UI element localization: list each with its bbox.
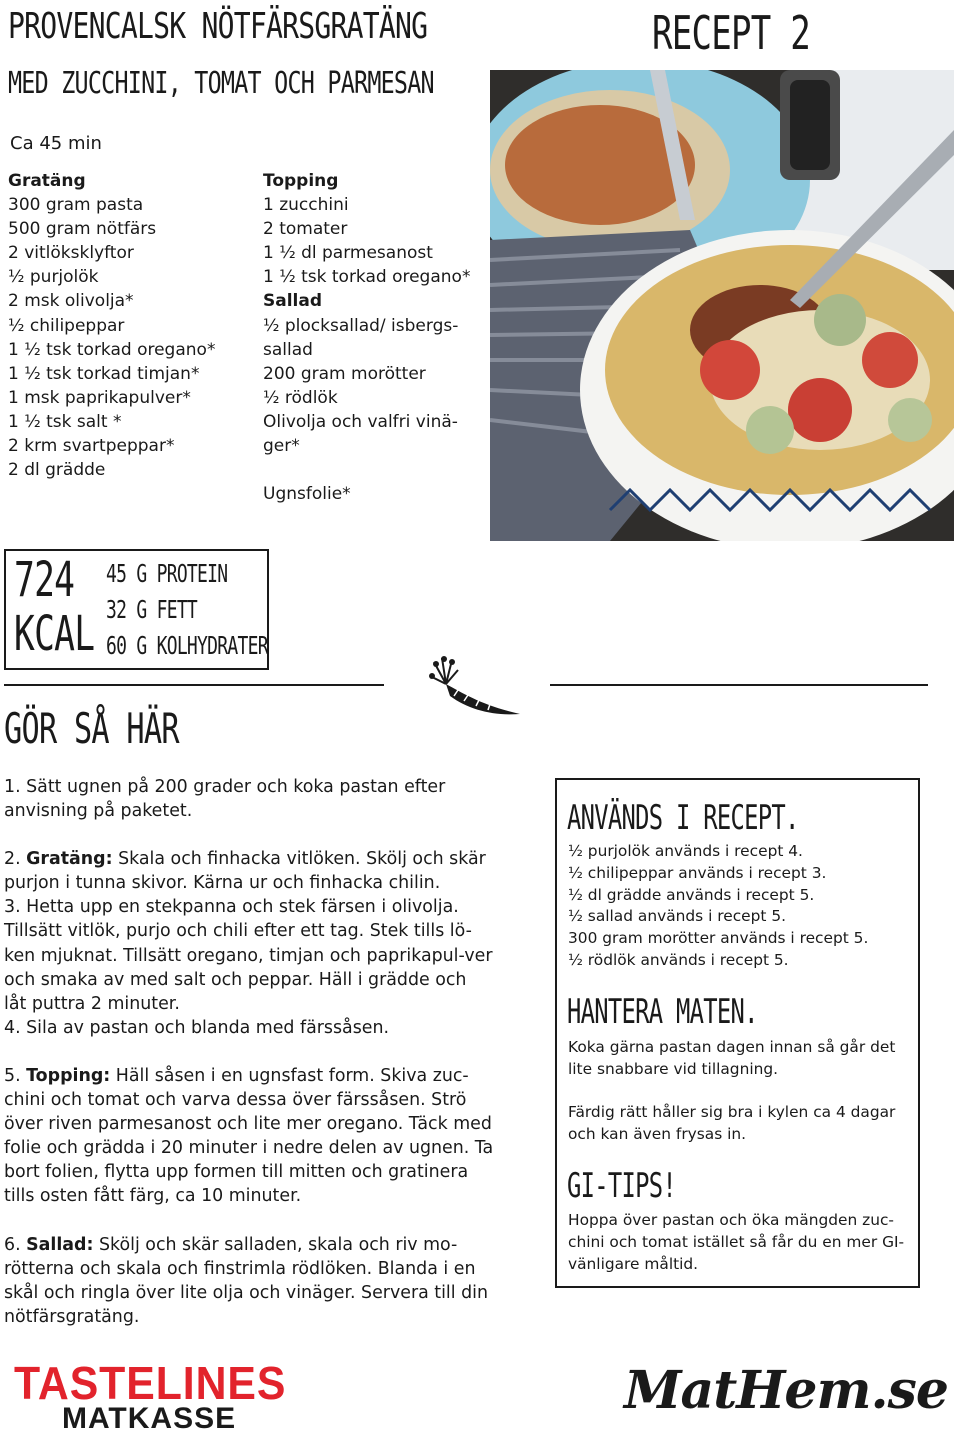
info-box <box>555 778 920 1288</box>
macro-kolhydrater: 60 G KOLHYDRATER <box>106 631 268 660</box>
ingredient-item: 1 ½ tsk torkad oregano* <box>263 267 471 288</box>
cooking-time: Ca 45 min <box>10 133 102 154</box>
used-in-heading: ANVÄNDS I RECEPT. <box>567 798 799 838</box>
tastelines-logo <box>14 1356 314 1438</box>
ingredient-item: 200 gram morötter <box>263 363 426 384</box>
step-number: 2. <box>4 849 27 870</box>
used-in-item: ½ rödlök används i recept 5. <box>568 950 789 969</box>
used-in-item: ½ sallad används i recept 5. <box>568 907 787 926</box>
step-6 <box>4 1233 494 1329</box>
ingredient-item: 2 tomater <box>263 219 348 240</box>
ingredient-item: 1 ½ tsk torkad timjan* <box>8 363 200 384</box>
step-number: 6. <box>4 1234 27 1255</box>
ingredient-item: 300 gram pasta <box>8 195 144 216</box>
divider-left <box>4 684 384 686</box>
handle-food-text-1: Koka gärna pastan dagen innan så går det lite snabbare vid tillagning. <box>568 1038 896 1078</box>
used-in-list <box>568 841 913 972</box>
handle-food-heading: HANTERA MATEN. <box>567 992 758 1032</box>
ingredient-heading: Sallad <box>263 291 323 312</box>
steps-text <box>4 775 494 1329</box>
ingredient-item: 2 krm svartpeppar* <box>8 436 175 457</box>
ingredient-item: Ugnsfolie* <box>263 484 351 505</box>
ingredient-item: sallad <box>263 339 313 360</box>
ingredient-item: Olivolja och valfri vinä- <box>263 411 458 432</box>
ingredient-heading: Gratäng <box>8 171 86 191</box>
kcal-value: 724 <box>14 552 75 608</box>
mathem-logo <box>624 1360 956 1430</box>
ingredient-item: 1 zucchini <box>263 195 349 216</box>
ingredient-item: ½ purjolök <box>8 267 99 288</box>
macro-protein: 45 G PROTEIN <box>106 559 228 588</box>
ingredient-item: 2 msk olivolja* <box>8 291 134 312</box>
ingredient-list-gratang <box>8 169 248 482</box>
used-in-item: ½ purjolök används i recept 4. <box>568 842 803 860</box>
used-in-item: ½ dl grädde används i recept 5. <box>568 885 815 904</box>
step-1: 1. Sätt ugnen på 200 grader och koka pastan efter anvisning på paketet. <box>4 777 446 822</box>
kcal-unit: KCAL <box>14 606 95 662</box>
carrot-icon <box>424 654 524 724</box>
ingredient-item: 1 msk paprikapulver* <box>8 387 191 408</box>
step-4: 4. Sila av pastan och blanda med färssåsen. <box>4 1017 390 1038</box>
ingredient-item: 1 ½ tsk salt * <box>8 411 122 432</box>
ingredient-item: ger* <box>263 436 300 457</box>
step-2 <box>4 847 494 895</box>
step-label: Gratäng: <box>26 849 113 870</box>
handle-food-text-2: Färdig rätt håller sig bra i kylen ca 4 dagar och kan även frysas in. <box>568 1103 896 1143</box>
gi-tips-text: Hoppa över pastan och öka mängden zuc-chini och tomat istället så får du en mer GI- vänligare måltid. <box>568 1211 905 1273</box>
used-in-item: ½ chilipeppar används i recept 3. <box>568 863 827 882</box>
step-body: Skölj och skär salladen, skala och riv mo-rötterna och skala och finstrimla rödlöken. Blanda i en skål och ringla över lite olja och vinäger. Servera till din nötfärsgratäng. <box>4 1234 489 1327</box>
mathem-logo-text: MatHem.se <box>624 1360 948 1421</box>
tastelines-logo-bottom: MATKASSE <box>62 1402 237 1435</box>
dish-photo <box>490 70 954 541</box>
used-in-item: 300 gram morötter används i recept 5. <box>568 929 869 948</box>
step-number: 5. <box>4 1065 27 1086</box>
nutrition-box <box>4 549 269 670</box>
step-label: Sallad: <box>26 1234 94 1255</box>
ingredient-item: 2 vitlöksklyftor <box>8 243 134 264</box>
divider-right <box>550 684 928 686</box>
ingredient-item: 1 ½ tsk torkad oregano* <box>8 339 216 360</box>
step-body: Skala och finhacka vitlöken. Skölj och skär purjon i tunna skivor. Kärna ur och finhacka chilin. <box>4 849 486 894</box>
ingredient-list-topping <box>263 169 483 506</box>
recipe-subtitle: MED ZUCCHINI, TOMAT OCH PARMESAN <box>8 66 434 101</box>
ingredient-heading: Topping <box>263 171 339 191</box>
macro-fett: 32 G FETT <box>106 595 198 624</box>
ingredient-item: 2 dl grädde <box>8 460 106 481</box>
recipe-title: PROVENCALSK NÖTFÄRSGRATÄNG <box>8 6 428 47</box>
step-5 <box>4 1064 494 1209</box>
ingredient-item: ½ plocksallad/ isbergs- <box>263 315 459 336</box>
recipe-number: RECEPT 2 <box>652 6 811 60</box>
ingredient-item: ½ chilipeppar <box>8 315 125 336</box>
dish-illustration <box>490 70 954 541</box>
ingredient-item: 1 ½ dl parmesanost <box>263 243 433 264</box>
step-body: Häll såsen i en ugnsfast form. Skiva zuc-chini och tomat och varva dessa över färssåsen. Strö över riven parmesanost och lite mer oregano. Täck med folie och grädda i 20 minuter i nedre delen av ugnen. Ta bort folien, flytta upp formen till mitten och gratinera tills osten fått färg, ca 10 minuter. <box>4 1065 494 1207</box>
ingredient-item: ½ rödlök <box>263 387 338 408</box>
step-3: 3. Hetta upp en stekpanna och stek färsen i olivolja. Tillsätt vitlök, purjo och chili efter ett tag. Stek tills lö-ken mjuknat. Tillsätt oregano, timjan och paprikapul-ver och smaka av med salt och peppar. Häll i grädde och låt puttra 2 minuter. <box>4 897 493 1014</box>
gi-tips-heading: GI-TIPS! <box>567 1166 677 1206</box>
steps-heading: GÖR SÅ HÄR <box>4 704 179 753</box>
tastelines-logo-top: TASTELINES <box>14 1357 287 1409</box>
step-label: Topping: <box>26 1065 111 1086</box>
ingredient-item: 500 gram nötfärs <box>8 219 157 240</box>
